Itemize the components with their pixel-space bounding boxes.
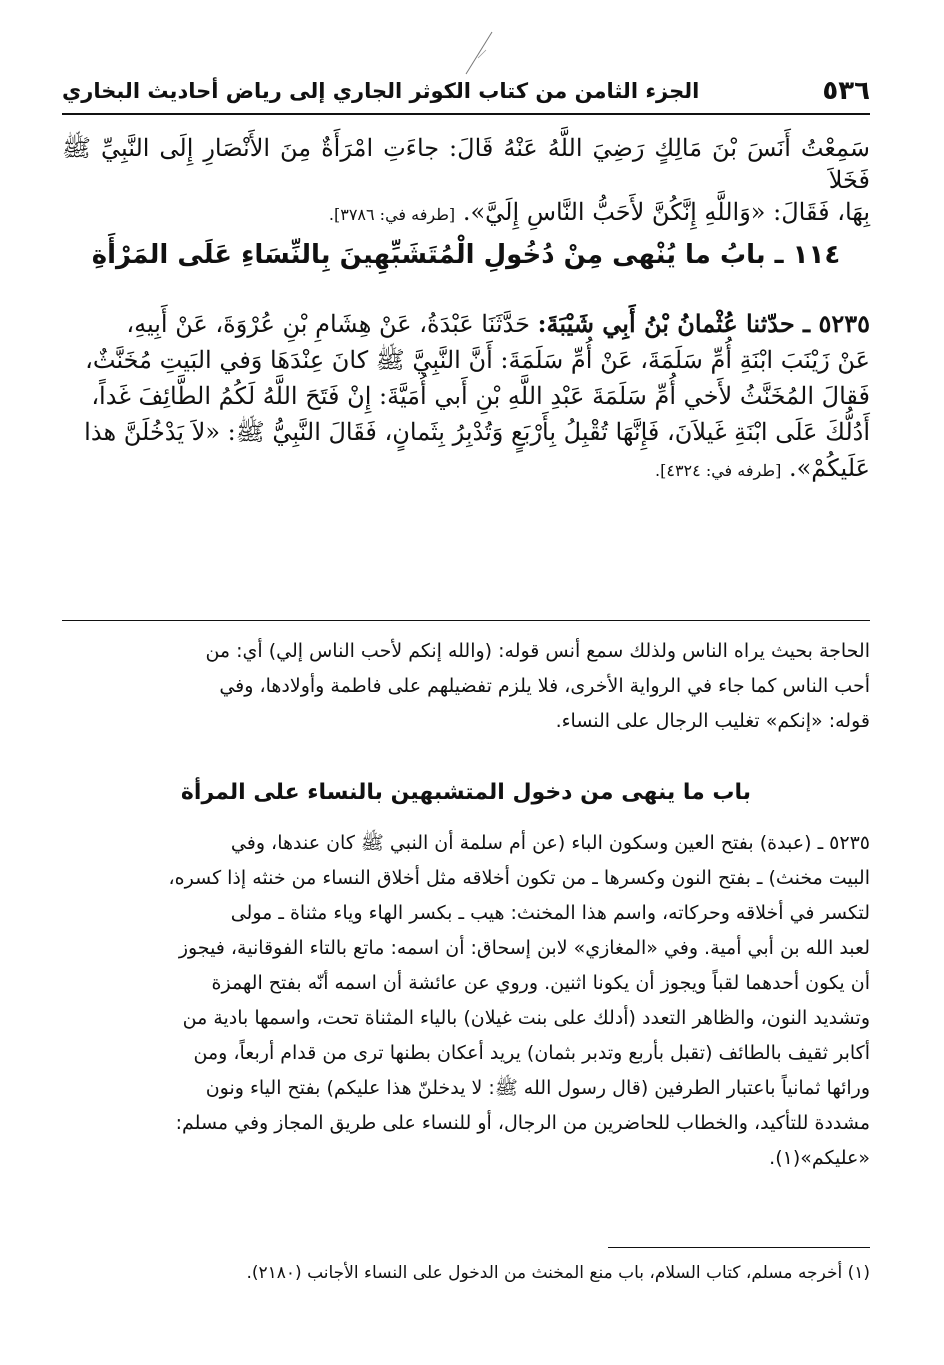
cross-reference: [طرفه في: ٣٧٨٦]. (328, 205, 456, 224)
hadith-line (62, 306, 870, 342)
cross-reference: [طرفه في: ٤٣٢٤]. (655, 461, 782, 480)
commentary-line: وتشديد النون، والظاهر التعدد (أدلك على بنت غيلان) بالياء المثناة تحت، واسمها بادية من (182, 1007, 870, 1029)
commentary-intro (62, 634, 870, 739)
page-header (62, 74, 870, 108)
page-number: ٥٣٦ (822, 76, 870, 106)
commentary-line: ورائها ثمانياً باعتبار الطرفين (قال رسول الله ﷺ: لا يدخلنّ هذا عليكم) بفتح الياء ونون (205, 1077, 870, 1099)
hadith-previous (62, 132, 870, 231)
hadith-text: بِهَا، فَقَالَ: «وَاللَّهِ إِنَّكُنَّ لأَحَبُّ النَّاسِ إِلَيَّ». (462, 198, 870, 226)
footnote-rule (608, 1247, 870, 1248)
hadith-number-narrator: ٥٢٣٥ ـ حدّثنا عُثْمانُ بْنُ أَبِي شَيْبَةَ: (537, 309, 870, 338)
hadith-5235 (62, 306, 870, 489)
section-divider (62, 620, 870, 621)
commentary-line: لعبد الله بن أبي أمية. وفي «المغازي» لابن إسحاق: أن اسمه: ماتع بالتاء الفوقانية، فيجوز (178, 937, 870, 959)
pencil-mark (458, 28, 498, 78)
hadith-line (62, 196, 870, 231)
hadith-line: فَقالَ المُخَنَّثُ لأَخي أُمِّ سَلَمَةَ عَبْدِ اللَّهِ بْنِ أَبي أُمَيَّةَ: إِنْ فَتَحَ اللَّهُ لَكُمُ الطَّائِفَ غَداً، (91, 382, 870, 410)
hadith-text: حَدَّثَنَا عَبْدَةُ، عَنْ هِشَامِ بْنِ عُرْوَةَ، عَنْ أَبِيهِ، (126, 310, 530, 338)
hadith-line: أَدُلُّكَ عَلَى ابْنَةِ غَيلاَنَ، فَإِنَّهَا تُقْبِلُ بِأَرْبَعٍ وَتُدْبِرُ بِثَمانٍ، فَقَالَ النَّبِيُّ ﷺ: «لاَ يَدْخُلَنَّ هذا (84, 418, 870, 446)
commentary-body (62, 826, 870, 1176)
footnote: (١) أخرجه مسلم، كتاب السلام، باب منع المخنث من الدخول على النساء الأجانب (٢١٨٠). (246, 1263, 870, 1283)
commentary-line: أن يكون أحدهما لقباً ويجوز أن يكونا اثنين. وروي عن عائشة أن اسمه أنّه بفتح الهمزة (211, 972, 870, 994)
commentary-line: أكابر ثقيف بالطائف (تقبل بأربع وتدبر بثمان) يريد أعكان بطنها ترى من قدام أربعاً، ومن (193, 1042, 870, 1064)
commentary-line: البيت مخنث) ـ بفتح النون وكسرها ـ من تكون أخلاقه مثل أخلاق النساء من خنثه إذا كسره، (168, 867, 870, 889)
commentary-line: لتكسر في أخلاقه وحركاته، واسم هذا المخنث: هيب ـ بكسر الهاء وياء مثناة ـ مولى (230, 902, 870, 924)
hadith-line (62, 450, 870, 489)
hadith-text: عَلَيكُمْ». (788, 454, 870, 482)
running-title: الجزء الثامن من كتاب الكوثر الجاري إلى رياض أحاديث البخاري (62, 79, 700, 103)
commentary-line: ٥٢٣٥ ـ (عبدة) بفتح العين وسكون الباء (عن أم سلمة أن النبي ﷺ كان عندها، وفي (230, 832, 870, 854)
commentary-line: مشددة للتأكيد، والخطاب للحاضرين من الرجال، أو للنساء على طريق المجاز وفي مسلم: (175, 1112, 870, 1134)
header-rule (62, 113, 870, 115)
commentary-line: قوله: «إنكم» تغليب الرجال على النساء. (555, 710, 870, 732)
commentary-line: «عليكم»(١). (769, 1147, 870, 1169)
hadith-line: سَمِعْتُ أَنَسَ بْنَ مَالِكٍ رَضِيَ اللَّهُ عَنْهُ قَالَ: جاءَتِ امْرَأَةٌ مِنَ الأَنْصَارِ إِلَى النَّبِيِّ ﷺ فَخَلاَ (62, 134, 870, 194)
commentary-chapter-title: باب ما ينهى من دخول المتشبهين بالنساء على المرأة (180, 780, 752, 805)
hadith-line: عَنْ زَيْنَبَ ابْنَةِ أُمِّ سَلَمَةَ، عَنْ أُمِّ سَلَمَةَ: أَنَّ النَّبِيَّ ﷺ كانَ عِنْدَهَا وَفي البَيتِ مُخَنَّثٌ، (85, 346, 870, 374)
commentary-line: الحاجة بحيث يراه الناس ولذلك سمع أنس قوله: (والله إنكم لأحب الناس إلي) أي: من (205, 640, 870, 662)
commentary-line: أحب الناس كما جاء في الرواية الأخرى، فلا يلزم تفضيلهم على فاطمة وأولادها، وفي (219, 675, 870, 697)
chapter-title: ١١٤ ـ بابُ ما يُنْهى مِنْ دُخُولِ الْمُتَشَبِّهِينَ بِالنِّسَاءِ عَلَى المَرْأَةِ (91, 240, 841, 270)
